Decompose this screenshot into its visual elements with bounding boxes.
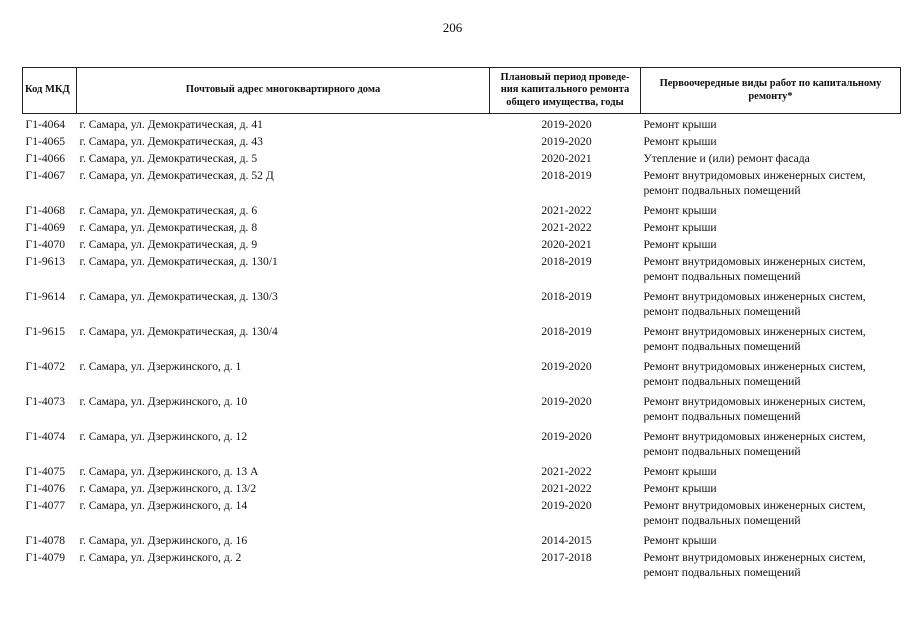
repair-work-line: Ремонт внутридомовых инженерных систем, bbox=[643, 325, 866, 338]
table-row bbox=[23, 114, 901, 134]
repair-work-line: Ремонт крыши bbox=[643, 118, 717, 131]
mkd-code: Г1-4066 bbox=[25, 152, 66, 165]
repair-work-line: Ремонт крыши bbox=[643, 221, 717, 234]
repair-works bbox=[641, 114, 901, 134]
repair-works bbox=[641, 463, 901, 480]
table-row bbox=[23, 288, 901, 323]
repair-work-line: Утепление и (или) ремонт фасада bbox=[643, 152, 810, 165]
postal-address: г. Самара, ул. Дзержинского, д. 14 bbox=[79, 499, 248, 512]
mkd-code: Г1-4072 bbox=[25, 360, 66, 373]
repair-works bbox=[641, 219, 901, 236]
table-row bbox=[23, 549, 901, 584]
repair-work-line: ремонт подвальных помещений bbox=[643, 445, 801, 458]
postal-address: г. Самара, ул. Дзержинского, д. 13 А bbox=[79, 465, 259, 478]
mkd-code: Г1-4067 bbox=[25, 169, 66, 182]
repair-work-line: Ремонт внутридомовых инженерных систем, bbox=[643, 255, 866, 268]
table-header bbox=[23, 68, 901, 114]
table-row bbox=[23, 463, 901, 480]
postal-address: г. Самара, ул. Дзержинского, д. 1 bbox=[79, 360, 242, 373]
postal-address: г. Самара, ул. Демократическая, д. 130/1 bbox=[79, 255, 278, 268]
mkd-code: Г1-9615 bbox=[25, 325, 66, 338]
mkd-code: Г1-9613 bbox=[25, 255, 66, 268]
repair-work-line: ремонт подвальных помещений bbox=[643, 514, 801, 527]
repair-work-line: ремонт подвальных помещений bbox=[643, 305, 801, 318]
mkd-code: Г1-4070 bbox=[25, 238, 66, 251]
header-works: Первоочередные виды работ по капитальному ремонту* bbox=[641, 68, 901, 114]
postal-address: г. Самара, ул. Демократическая, д. 8 bbox=[79, 221, 258, 234]
postal-address: г. Самара, ул. Демократическая, д. 41 bbox=[79, 118, 263, 131]
table-body bbox=[23, 114, 901, 585]
postal-address: г. Самара, ул. Демократическая, д. 130/3 bbox=[79, 290, 278, 303]
repair-works bbox=[641, 549, 901, 584]
capital-repair-table bbox=[22, 67, 901, 584]
repair-work-line: ремонт подвальных помещений bbox=[643, 375, 801, 388]
table-row bbox=[23, 236, 901, 253]
repair-period: 2018-2019 bbox=[541, 290, 592, 303]
table-row bbox=[23, 358, 901, 393]
repair-work-line: Ремонт крыши bbox=[643, 135, 717, 148]
repair-work-line: Ремонт крыши bbox=[643, 534, 717, 547]
postal-address: г. Самара, ул. Демократическая, д. 6 bbox=[79, 204, 258, 217]
repair-work-line: ремонт подвальных помещений bbox=[643, 270, 801, 283]
table-row bbox=[23, 150, 901, 167]
header-code: Код МКД bbox=[23, 68, 77, 114]
repair-period: 2019-2020 bbox=[541, 360, 592, 373]
repair-work-line: Ремонт внутридомовых инженерных систем, bbox=[643, 360, 866, 373]
repair-work-line: Ремонт внутридомовых инженерных систем, bbox=[643, 169, 866, 182]
repair-work-line: ремонт подвальных помещений bbox=[643, 410, 801, 423]
mkd-code: Г1-4068 bbox=[25, 204, 66, 217]
postal-address: г. Самара, ул. Дзержинского, д. 16 bbox=[79, 534, 248, 547]
repair-period: 2020-2021 bbox=[541, 152, 592, 165]
repair-period: 2014-2015 bbox=[541, 534, 592, 547]
postal-address: г. Самара, ул. Демократическая, д. 130/4 bbox=[79, 325, 278, 338]
repair-works bbox=[641, 167, 901, 202]
mkd-code: Г1-4077 bbox=[25, 499, 66, 512]
mkd-code: Г1-4074 bbox=[25, 430, 66, 443]
repair-period: 2017-2018 bbox=[541, 551, 592, 564]
postal-address: г. Самара, ул. Дзержинского, д. 2 bbox=[79, 551, 242, 564]
postal-address: г. Самара, ул. Демократическая, д. 5 bbox=[79, 152, 258, 165]
postal-address: г. Самара, ул. Дзержинского, д. 13/2 bbox=[79, 482, 257, 495]
mkd-code: Г1-4064 bbox=[25, 118, 66, 131]
repair-work-line: Ремонт внутридомовых инженерных систем, bbox=[643, 430, 866, 443]
table-row bbox=[23, 167, 901, 202]
repair-works bbox=[641, 393, 901, 428]
repair-work-line: Ремонт крыши bbox=[643, 238, 717, 251]
repair-work-line: Ремонт внутридомовых инженерных систем, bbox=[643, 395, 866, 408]
table-row bbox=[23, 219, 901, 236]
table-row bbox=[23, 202, 901, 219]
repair-period: 2020-2021 bbox=[541, 238, 592, 251]
postal-address: г. Самара, ул. Демократическая, д. 9 bbox=[79, 238, 258, 251]
table-row bbox=[23, 393, 901, 428]
mkd-code: Г1-4078 bbox=[25, 534, 66, 547]
mkd-code: Г1-4075 bbox=[25, 465, 66, 478]
repair-period: 2019-2020 bbox=[541, 499, 592, 512]
table-row bbox=[23, 480, 901, 497]
repair-period: 2018-2019 bbox=[541, 169, 592, 182]
repair-works bbox=[641, 133, 901, 150]
table-row bbox=[23, 532, 901, 549]
repair-works bbox=[641, 532, 901, 549]
repair-works bbox=[641, 480, 901, 497]
mkd-code: Г1-4073 bbox=[25, 395, 66, 408]
repair-works bbox=[641, 323, 901, 358]
postal-address: г. Самара, ул. Дзержинского, д. 12 bbox=[79, 430, 248, 443]
repair-works bbox=[641, 358, 901, 393]
table-row bbox=[23, 253, 901, 288]
table-row bbox=[23, 133, 901, 150]
mkd-code: Г1-4076 bbox=[25, 482, 66, 495]
postal-address: г. Самара, ул. Дзержинского, д. 10 bbox=[79, 395, 248, 408]
repair-works bbox=[641, 150, 901, 167]
repair-work-line: Ремонт внутридомовых инженерных систем, bbox=[643, 551, 866, 564]
repair-period: 2021-2022 bbox=[541, 221, 592, 234]
repair-works bbox=[641, 202, 901, 219]
postal-address: г. Самара, ул. Демократическая, д. 43 bbox=[79, 135, 263, 148]
repair-work-line: ремонт подвальных помещений bbox=[643, 566, 801, 579]
repair-works bbox=[641, 497, 901, 532]
postal-address: г. Самара, ул. Демократическая, д. 52 Д bbox=[79, 169, 274, 182]
repair-work-line: ремонт подвальных помещений bbox=[643, 340, 801, 353]
repair-works bbox=[641, 428, 901, 463]
repair-works bbox=[641, 236, 901, 253]
table-row bbox=[23, 323, 901, 358]
repair-period: 2019-2020 bbox=[541, 430, 592, 443]
mkd-code: Г1-9614 bbox=[25, 290, 66, 303]
repair-work-line: Ремонт внутридомовых инженерных систем, bbox=[643, 290, 866, 303]
mkd-code: Г1-4065 bbox=[25, 135, 66, 148]
repair-work-line: Ремонт крыши bbox=[643, 465, 717, 478]
repair-work-line: Ремонт крыши bbox=[643, 204, 717, 217]
mkd-code: Г1-4069 bbox=[25, 221, 66, 234]
repair-period: 2018-2019 bbox=[541, 325, 592, 338]
repair-period: 2019-2020 bbox=[541, 395, 592, 408]
header-period: Плановый период проведе- ния капитального ремонта общего имущества, годы bbox=[490, 68, 641, 114]
repair-period: 2019-2020 bbox=[541, 135, 592, 148]
repair-works bbox=[641, 288, 901, 323]
table-row bbox=[23, 497, 901, 532]
repair-period: 2021-2022 bbox=[541, 465, 592, 478]
repair-work-line: Ремонт внутридомовых инженерных систем, bbox=[643, 499, 866, 512]
table-row bbox=[23, 428, 901, 463]
page-number: 206 bbox=[442, 20, 463, 35]
repair-works bbox=[641, 253, 901, 288]
header-address: Почтовый адрес многоквартирного дома bbox=[77, 68, 490, 114]
repair-period: 2018-2019 bbox=[541, 255, 592, 268]
repair-period: 2019-2020 bbox=[541, 118, 592, 131]
mkd-code: Г1-4079 bbox=[25, 551, 66, 564]
repair-period: 2021-2022 bbox=[541, 482, 592, 495]
repair-period: 2021-2022 bbox=[541, 204, 592, 217]
repair-work-line: ремонт подвальных помещений bbox=[643, 184, 801, 197]
repair-work-line: Ремонт крыши bbox=[643, 482, 717, 495]
